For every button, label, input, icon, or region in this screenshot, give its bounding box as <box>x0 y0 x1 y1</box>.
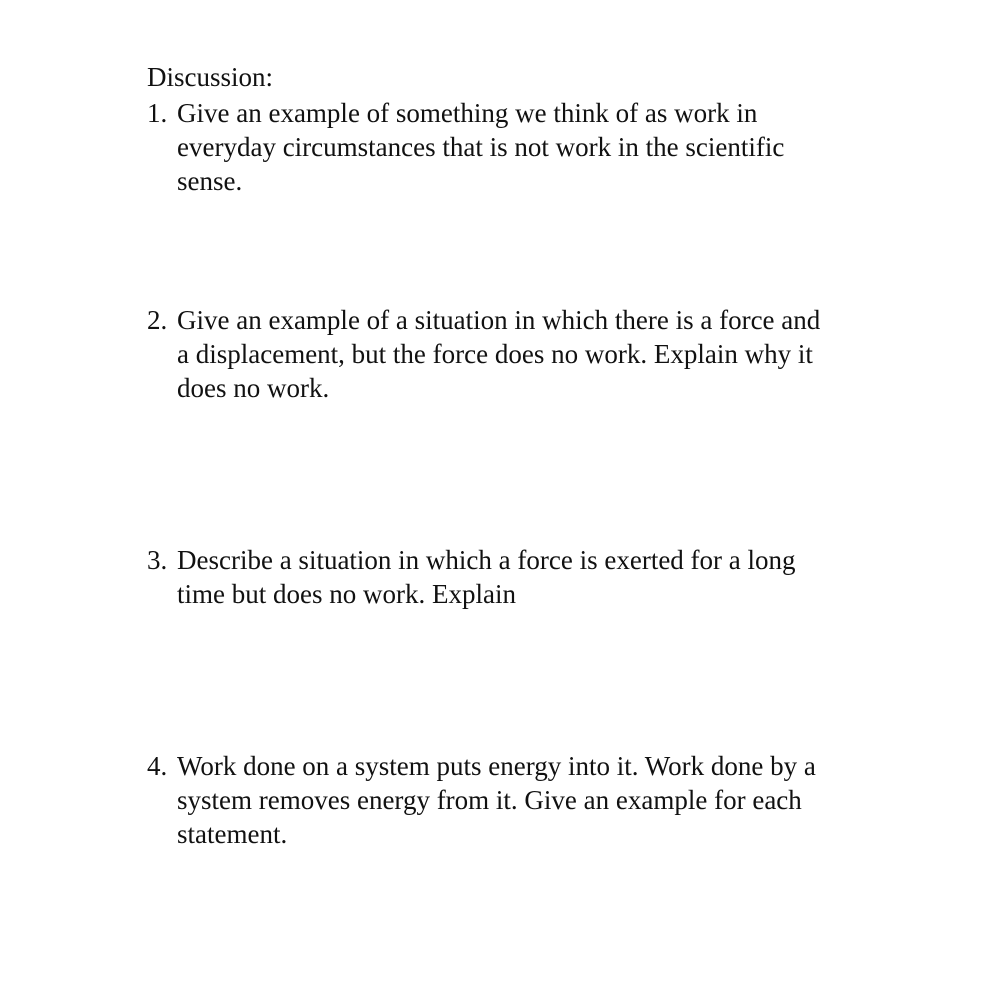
question-text <box>177 543 907 611</box>
question-2 <box>147 303 907 405</box>
question-number: 1. <box>147 98 168 128</box>
question-1 <box>147 96 907 198</box>
question-line: a displacement, but the force does no work. Explain why it <box>177 339 813 369</box>
discussion-heading: Discussion: <box>147 62 274 92</box>
question-text <box>177 96 907 198</box>
question-line: Work done on a system puts energy into it. Work done by a <box>177 751 816 781</box>
question-line: system removes energy from it. Give an example for each <box>177 785 802 815</box>
question-text <box>177 749 907 851</box>
question-line: Describe a situation in which a force is exerted for a long <box>177 545 796 575</box>
question-3 <box>147 543 907 611</box>
question-line: Give an example of a situation in which there is a force and <box>177 305 821 335</box>
question-number: 4. <box>147 751 168 781</box>
question-line: does no work. <box>177 373 330 403</box>
question-line: everyday circumstances that is not work in the scientific <box>177 132 785 162</box>
question-line: time but does no work. Explain <box>177 579 516 609</box>
question-text <box>177 303 907 405</box>
question-4 <box>147 749 907 851</box>
question-line: statement. <box>177 819 288 849</box>
question-line: Give an example of something we think of as work in <box>177 98 758 128</box>
question-number: 3. <box>147 545 168 575</box>
question-line: sense. <box>177 166 243 196</box>
question-number: 2. <box>147 305 168 335</box>
